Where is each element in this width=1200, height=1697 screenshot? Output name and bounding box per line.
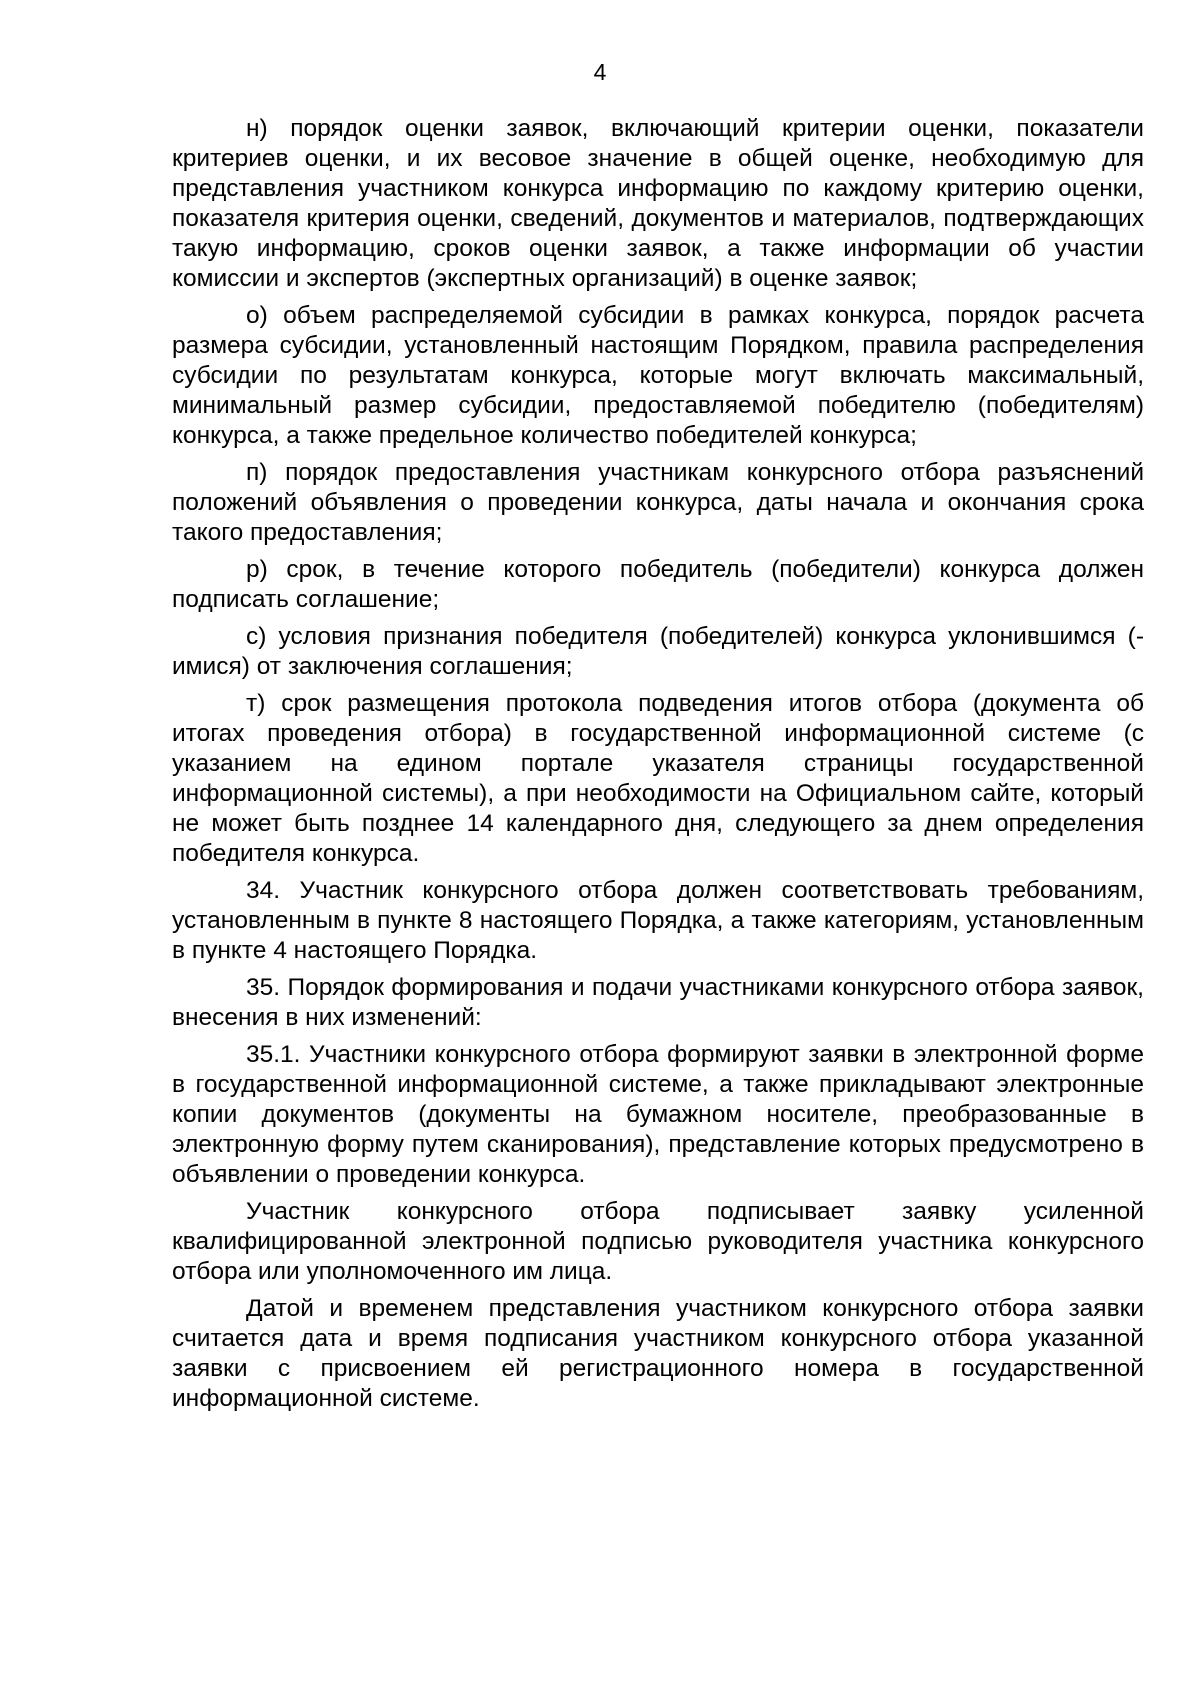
paragraph-s-evasion-conditions: с) условия признания победителя (победителей) конкурса уклонившимся (-имися) от заключения соглашения;	[172, 623, 1144, 680]
paragraph-34-participant-requirements: 34. Участник конкурсного отбора должен соответствовать требованиям, установленным в пункте 8 настоящего Порядка, а также категориям, установленным в пункте 4 настоящего Порядка.	[172, 877, 1144, 964]
paragraph-r-agreement-deadline: р) срок, в течение которого победитель (победители) конкурса должен подписать соглашение;	[172, 556, 1144, 613]
paragraph-n-evaluation-procedure: н) порядок оценки заявок, включающий критерии оценки, показатели критериев оценки, и их весовое значение в общей оценке, необходимую для представления участником конкурса информацию по каждому критерию оценки, показателя критерия оценки, сведений, документов и материалов, подтверждающих такую информацию, сроков оценки заявок, а также информации об участии комиссии и экспертов (экспертных организаций) в оценке заявок;	[172, 115, 1144, 292]
paragraph-o-subsidy-volume: о) объем распределяемой субсидии в рамках конкурса, порядок расчета размера субсидии, установленный настоящим Порядком, правила распределения субсидии по результатам конкурса, которые могут включать максимальный, минимальный размер субсидии, предоставляемой победителю (победителям) конкурса, а также предельное количество победителей конкурса;	[172, 302, 1144, 449]
paragraph-submission-date: Датой и временем представления участником конкурсного отбора заявки считается дата и время подписания участником конкурсного отбора указанной заявки с присвоением ей регистрационного номера в государственной информационной системе.	[172, 1295, 1144, 1412]
document-body	[172, 114, 1144, 1421]
paragraph-signature: Участник конкурсного отбора подписывает заявку усиленной квалифицированной электронной подписью руководителя участника конкурсного отбора или уполномоченного им лица.	[172, 1198, 1144, 1285]
paragraph-p-clarifications: п) порядок предоставления участникам конкурсного отбора разъяснений положений объявления о проведении конкурса, даты начала и окончания срока такого предоставления;	[172, 459, 1144, 546]
paragraph-t-protocol-placement: т) срок размещения протокола подведения итогов отбора (документа об итогах проведения отбора) в государственной информационной системе (с указанием на едином портале указателя страницы государственной информационной системы), а при необходимости на Официальном сайте, который не может быть позднее 14 календарного дня, следующего за днем определения победителя конкурса.	[172, 690, 1144, 867]
page-number: 4	[593, 59, 607, 85]
paragraph-35-application-procedure: 35. Порядок формирования и подачи участниками конкурсного отбора заявок, внесения в них изменений:	[172, 974, 1144, 1031]
paragraph-35-1-electronic-applications: 35.1. Участники конкурсного отбора формируют заявки в электронной форме в государственной информационной системе, а также прикладывают электронные копии документов (документы на бумажном носителе, преобразованные в электронную форму путем сканирования), представление которых предусмотрено в объявлении о проведении конкурса.	[172, 1041, 1144, 1188]
